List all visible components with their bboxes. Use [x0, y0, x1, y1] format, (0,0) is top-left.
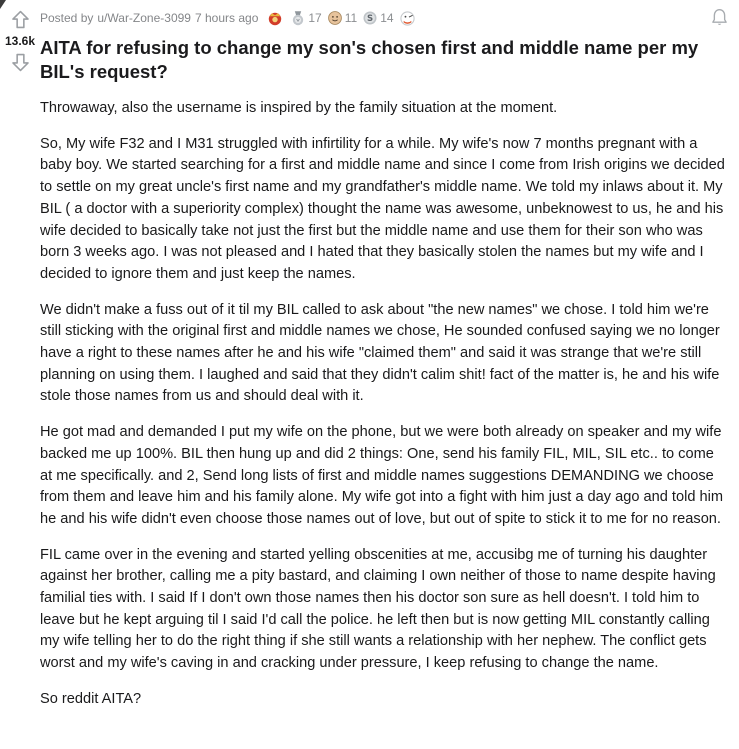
award-badge-1[interactable]	[267, 10, 285, 26]
award-badge-3[interactable]	[327, 9, 357, 27]
posted-by-label: Posted by	[40, 11, 94, 25]
post-timestamp: 7 hours ago	[194, 11, 259, 25]
award-count: 11	[344, 11, 358, 25]
screen-corner-artifact	[0, 0, 6, 9]
red-gold-award-icon	[267, 10, 283, 26]
notification-bell-button[interactable]	[707, 5, 732, 30]
post-paragraph: So, My wife F32 and I M31 struggled with infirtility for a while. My wife's now 7 months pregnant with a baby boy. We started searching for a first and middle name and since I come from Irish origins we decided to settle on my great uncle's first name and my grandfather's middle name. We told my inlaws about it. My BIL ( a doctor with a superiority complex) thought the name was awesome, unbeknowest to us, he and his wife decided to basically take not just the first but the middle name and use them for their son who was born 3 weeks ago. I was not pleased and I hated that they basically stolen the names but my wife and I decided to ignore them and just keep the names.	[40, 135, 725, 282]
award-badge-4[interactable]	[362, 9, 393, 27]
silver-medal-award-icon	[290, 10, 306, 26]
post-paragraph: So reddit AITA?	[40, 690, 142, 707]
upvote-button[interactable]	[9, 8, 32, 31]
award-count: 14	[380, 11, 394, 25]
post-content	[40, 6, 739, 711]
awards-row	[267, 9, 422, 27]
bell-icon	[709, 7, 730, 28]
vote-score: 13.6k	[4, 34, 36, 48]
post-paragraph: FIL came over in the evening and started yelling obscenities at me, accusibg me of turning his daughter against her brother, calling me a pity bastard, and claiming I own neither of those to name despite having familial ties with. I said If I don't own those names then his doctor son sure as hell doesn't. I told him to leave but he kept arguing til I said I'd call the police. he left then but is now getting MIL constantly calling my wife telling her to do the right thing if she still wants a relationship with her nephew. The conflict gets worst and my wife's caving in and cracking under pressure, I keep refusing to change the name.	[40, 546, 716, 672]
post-paragraph: We didn't make a fuss out of it til my BIL called to ask about "the new names" we chose. I told him we're still sticking with the original first and middle names we chose, He sounded confused saying we no longer have a right to these names after he and his wife "claimed them" and said it was strange that we're still planning on using them. I laughed and said that they didn't calim shit! fact of the matter is, he and his wife stole those names from us and should deal with it.	[40, 301, 720, 405]
post-meta	[40, 6, 727, 27]
downvote-arrow-icon	[9, 51, 32, 74]
award-badge-2[interactable]	[290, 9, 321, 27]
post-paragraph: Throwaway, also the username is inspired by the family situation at the moment.	[40, 100, 558, 116]
award-count: 17	[308, 11, 322, 25]
vote-column	[0, 6, 40, 74]
svg-text:S: S	[367, 14, 374, 25]
post-title: AITA for refusing to change my son's chosen first and middle name per my BIL's request?	[40, 37, 699, 82]
username-link[interactable]: u/War-Zone-3099	[97, 11, 191, 25]
post-paragraph: He got mad and demanded I put my wife on the phone, but we were both already on speaker and my wife backed me up 100%. BIL then hung up and did 2 things: One, send his family FIL, MIL, SIL etc.. to come at me specifically. and 2, Send long lists of first and middle names suggestions DEMANDING we choose from them and leave him and his family alone. My wife got into a fight with him just a day ago and told him he and his wife didn't even choose those names out of love, but out of spite to stick it to me for no reason.	[40, 424, 724, 527]
upvote-arrow-icon	[9, 8, 32, 31]
silver-coin-award-icon	[362, 10, 378, 26]
hugz-face-award-icon	[327, 10, 343, 26]
award-badge-5[interactable]	[399, 10, 418, 27]
downvote-button[interactable]	[9, 51, 32, 74]
snoo-cup-award-icon	[399, 10, 416, 27]
post-body	[40, 98, 727, 711]
